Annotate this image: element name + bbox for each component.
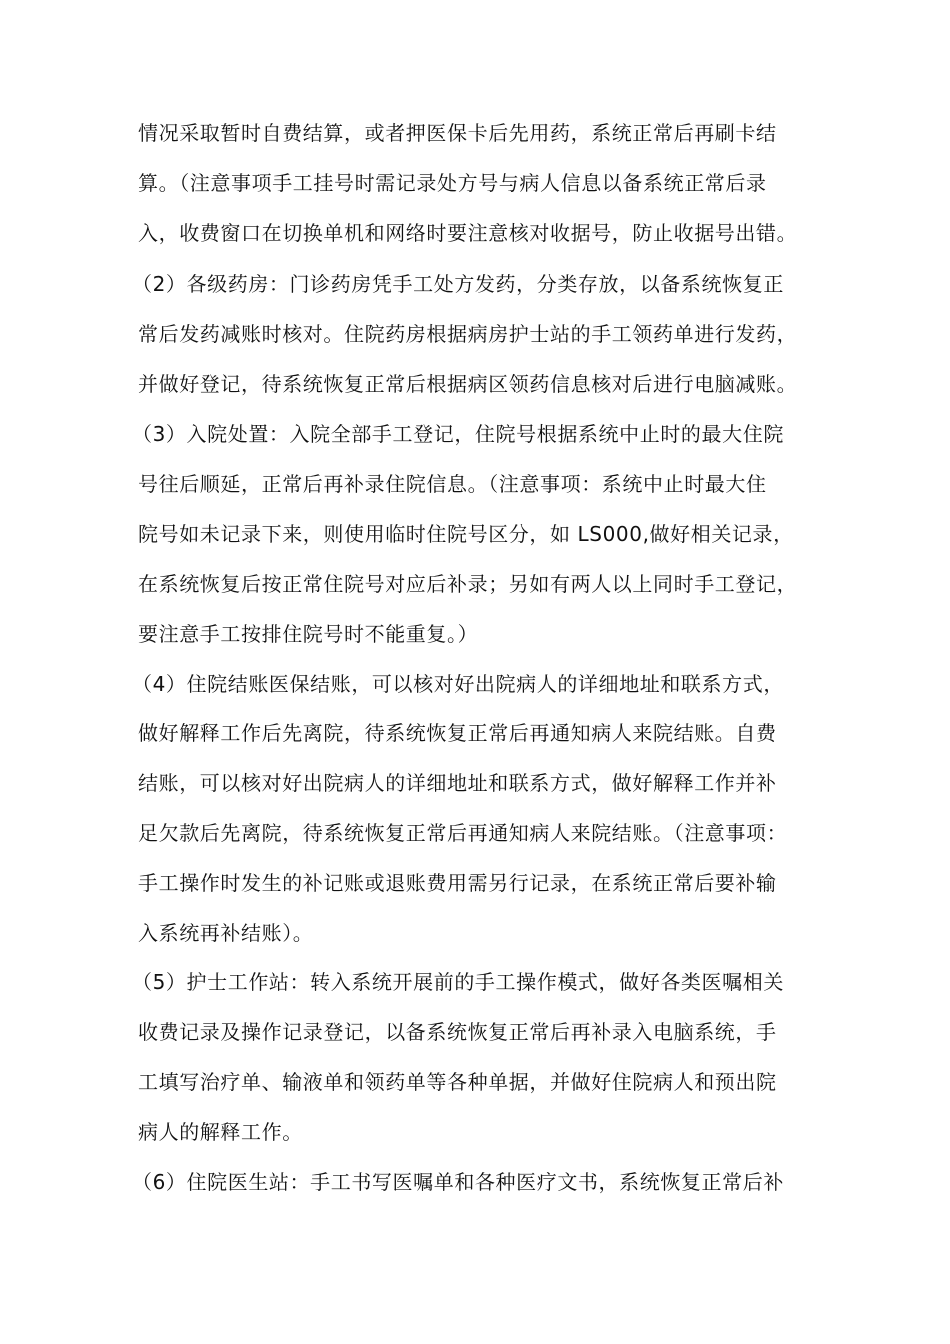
text-line: （4）住院结账医保结账，可以核对好出院病人的详细地址和联系方式， bbox=[132, 672, 784, 696]
text-line: 手工操作时发生的补记账或退账费用需另行记录，在系统正常后要补输 bbox=[138, 871, 777, 895]
text-line: 工填写治疗单、输液单和领药单等各种单据，并做好住院病人和预出院 bbox=[138, 1070, 777, 1094]
text-line: （2）各级药房：门诊药房凭手工处方发药，分类存放，以备系统恢复正 bbox=[132, 272, 784, 296]
text-line: 情况采取暂时自费结算，或者押医保卡后先用药，系统正常后再刷卡结 bbox=[138, 121, 777, 145]
text-line: 号往后顺延，正常后再补录住院信息。（注意事项：系统中止时最大住 bbox=[138, 472, 767, 496]
text-line: 入系统再补结账）。 bbox=[138, 921, 314, 945]
text-line: 收费记录及操作记录登记，以备系统恢复正常后再补录入电脑系统，手 bbox=[138, 1020, 777, 1044]
text-line: 足欠款后先离院，待系统恢复正常后再通知病人来院结账。（注意事项： bbox=[138, 821, 788, 845]
text-line: 入，收费窗口在切换单机和网络时要注意核对收据号，防止收据号出错。 bbox=[138, 221, 798, 245]
text-line: 常后发药减账时核对。住院药房根据病房护士站的手工领药单进行发药， bbox=[138, 322, 798, 346]
text-line: 要注意手工按排住院号时不能重复。） bbox=[138, 622, 479, 646]
text-line: 并做好登记，待系统恢复正常后根据病区领药信息核对后进行电脑减账。 bbox=[138, 372, 798, 396]
text-line: 在系统恢复后按正常住院号对应后补录；另如有两人以上同时手工登记， bbox=[138, 572, 798, 596]
text-line: 院号如未记录下来，则使用临时住院号区分，如 LS000,做好相关记录， bbox=[138, 522, 794, 546]
text-line: 算。（注意事项手工挂号时需记录处方号与病人信息以备系统正常后录 bbox=[138, 171, 767, 195]
text-line: （3）入院处置：入院全部手工登记，住院号根据系统中止时的最大住院 bbox=[132, 422, 784, 446]
text-line: （5）护士工作站：转入系统开展前的手工操作模式，做好各类医嘱相关 bbox=[132, 970, 784, 994]
text-line: 结账，可以核对好出院病人的详细地址和联系方式，做好解释工作并补 bbox=[138, 771, 777, 795]
text-line: （6）住院医生站：手工书写医嘱单和各种医疗文书，系统恢复正常后补 bbox=[132, 1170, 784, 1194]
text-line: 病人的解释工作。 bbox=[138, 1120, 303, 1144]
text-line: 做好解释工作后先离院，待系统恢复正常后再通知病人来院结账。自费 bbox=[138, 721, 777, 745]
